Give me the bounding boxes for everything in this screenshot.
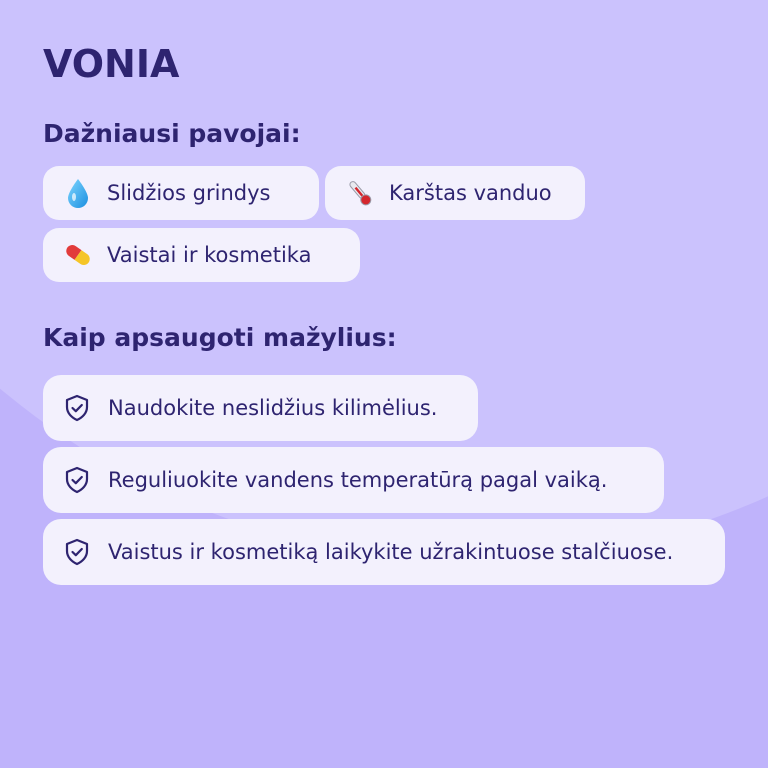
hazard-label: Slidžios grindys (107, 181, 271, 205)
hazard-item-slippery-floor (43, 166, 319, 220)
hazard-label: Vaistai ir kosmetika (107, 243, 312, 267)
protection-heading: Kaip apsaugoti mažylius: (43, 323, 397, 352)
page-title: VONIA (43, 42, 180, 86)
hazard-label: Karštas vanduo (389, 181, 552, 205)
shield-check-icon (62, 537, 92, 567)
protection-tip-label: Vaistus ir kosmetiką laikykite užrakintuose stalčiuose. (108, 540, 674, 564)
shield-check-icon (62, 465, 92, 495)
protection-tip-label: Reguliuokite vandens temperatūrą pagal vaiką. (108, 468, 608, 492)
protection-tip-label: Naudokite neslidžius kilimėlius. (108, 396, 438, 420)
hazards-heading: Dažniausi pavojai: (43, 119, 301, 148)
thermometer-icon (345, 178, 375, 208)
pill-icon (63, 240, 93, 270)
protection-tip (43, 447, 664, 513)
protection-tip (43, 519, 725, 585)
water-drop-icon (63, 178, 93, 208)
hazard-item-hot-water (325, 166, 585, 220)
hazard-item-medicine-cosmetics (43, 228, 360, 282)
protection-tip (43, 375, 478, 441)
shield-check-icon (62, 393, 92, 423)
